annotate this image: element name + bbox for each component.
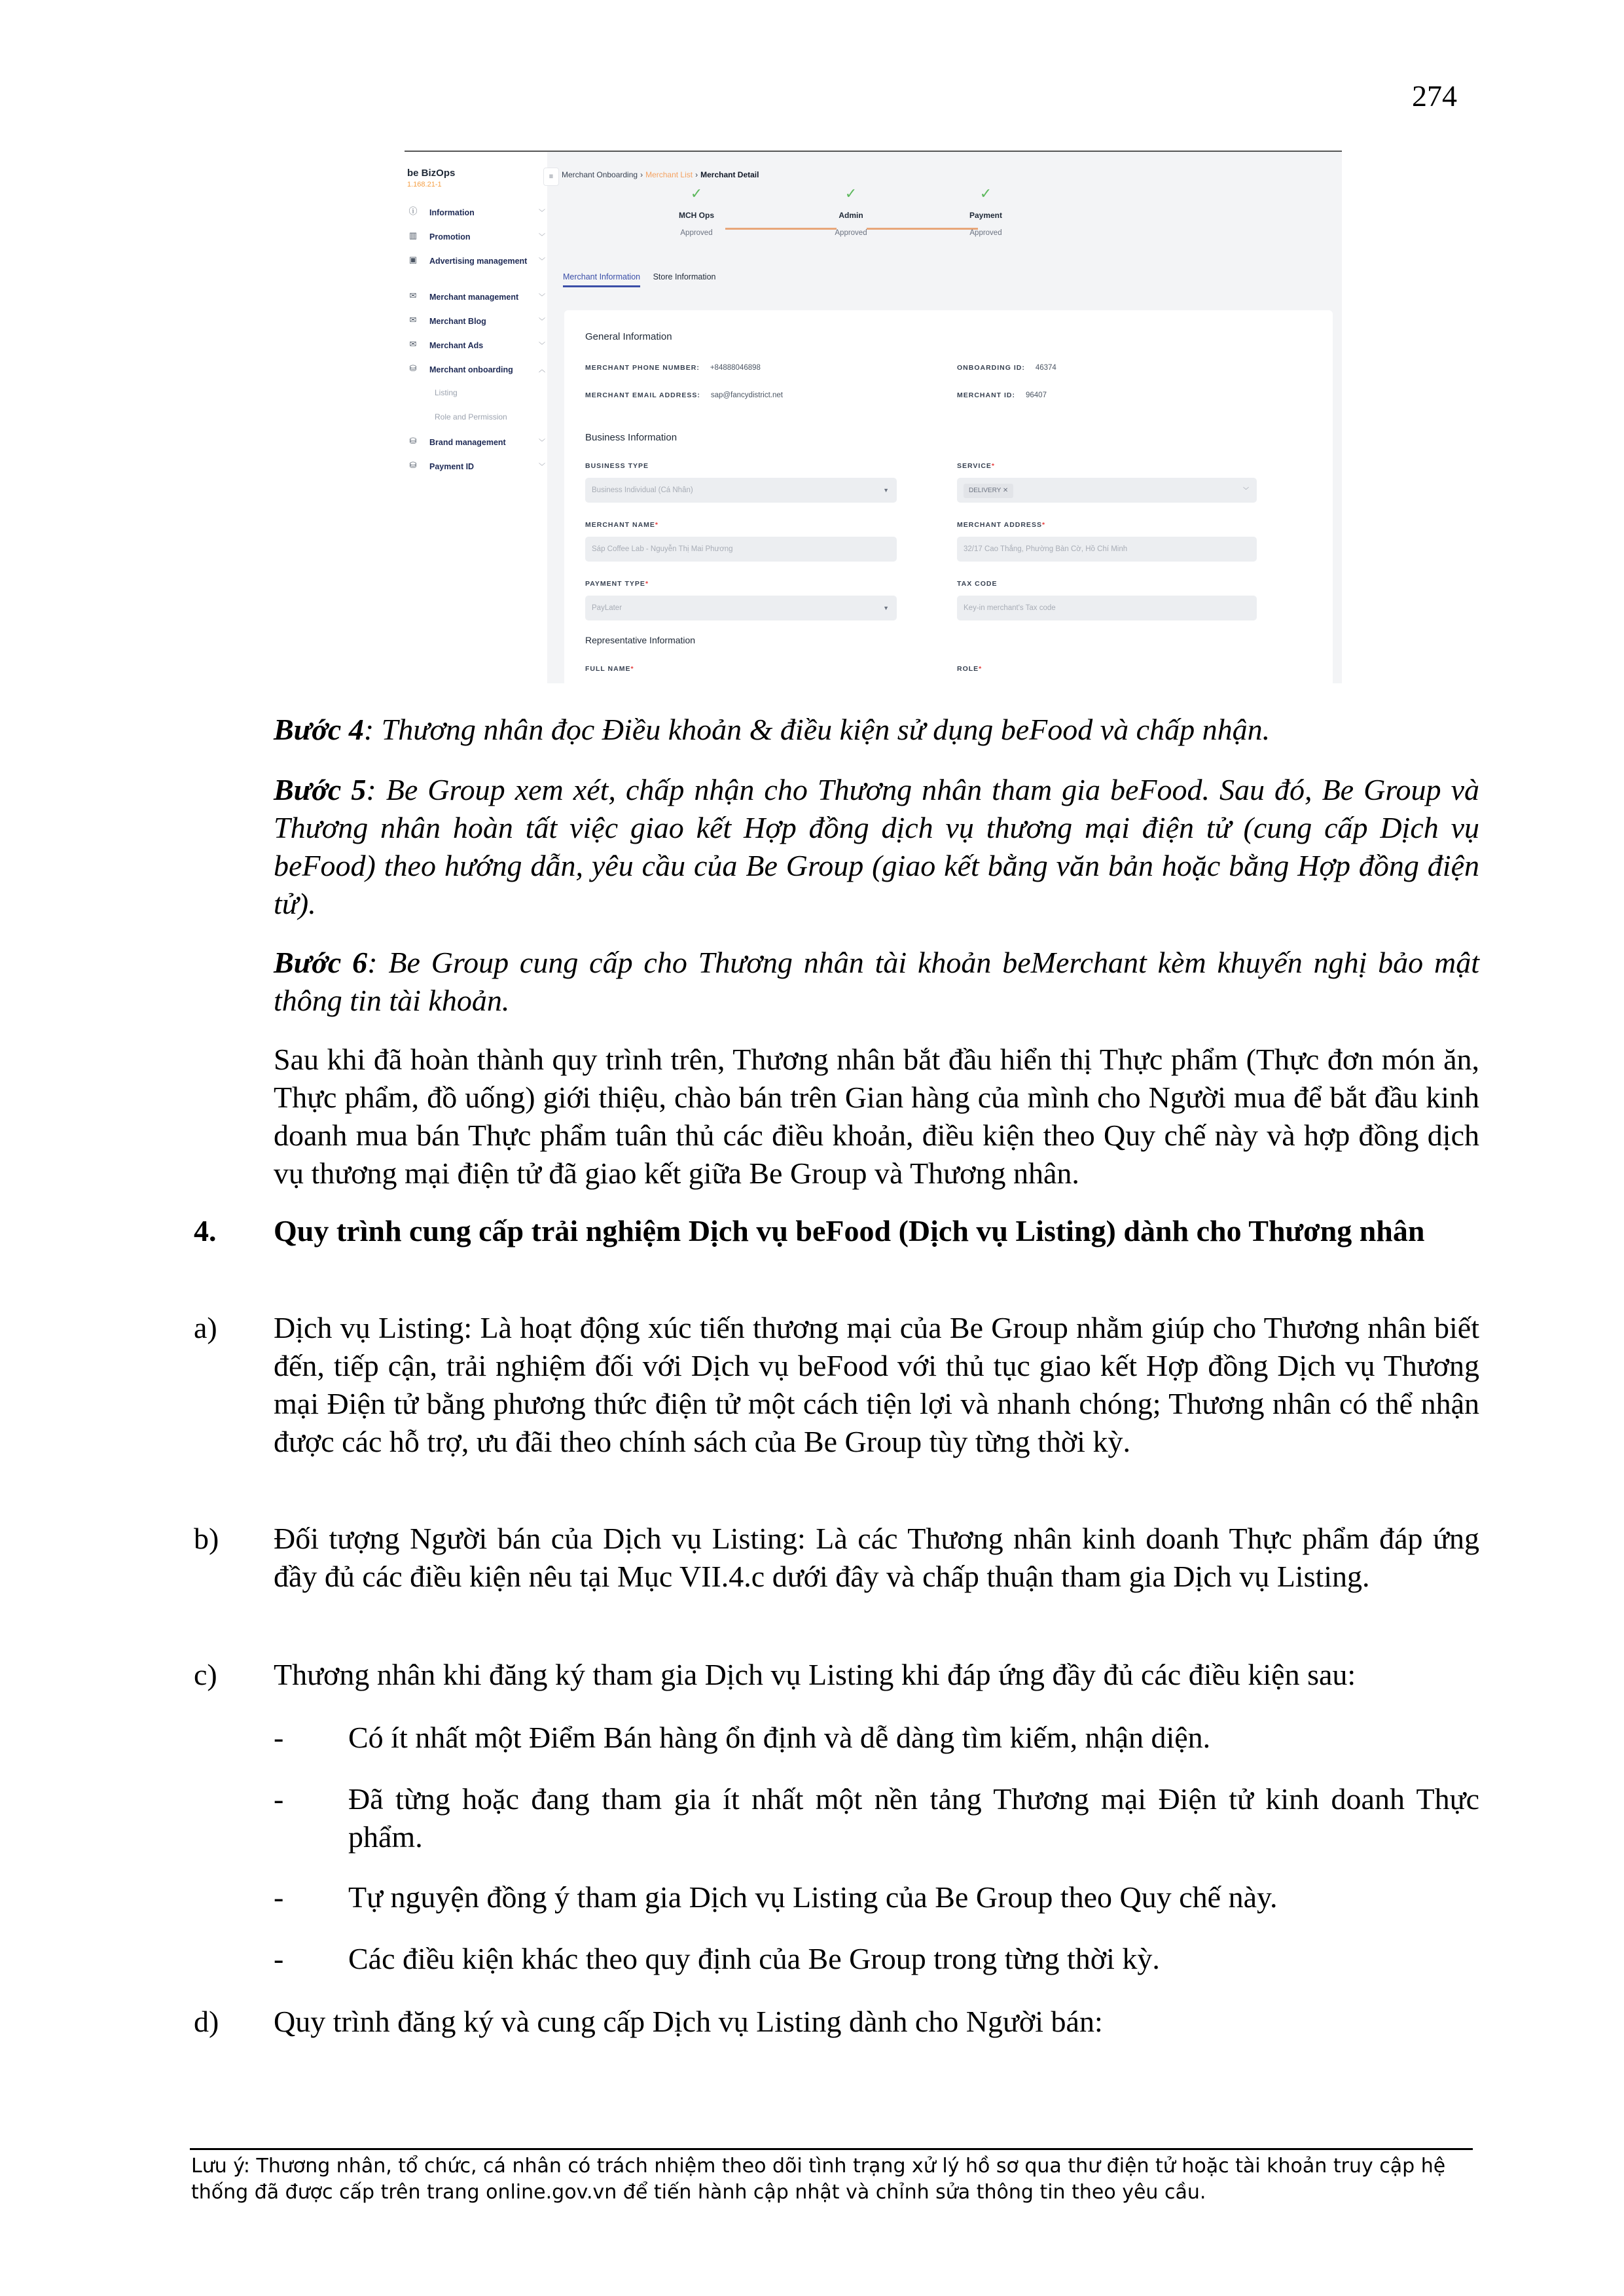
step-6-paragraph [274,944,1479,1020]
sidebar-item-label: Merchant management [429,293,519,302]
item-a-text: Dịch vụ Listing: Là hoạt động xúc tiến thương mại của Be Group nhằm giúp cho Thương nhân biết đến, tiếp cận, trải nghiệm đối với Dịch vụ beFood với thủ tục giao kết Hợp đồng Dịch vụ Thương mại Điện tử bằng phương thức điện tử một cách tiện lợi và nhanh chóng; Thương nhân có thể nhận được các hỗ trợ, ưu đãi theo chính sách của Be Group tùy từng thời kỳ. [274,1311,1479,1458]
step-mch-ops [657,186,736,237]
approval-stepper [559,186,1342,258]
sidebar-item-brand-management[interactable] [405,435,547,459]
item-a-marker: a) [194,1311,217,1344]
step-6-text: : Be Group cung cấp cho Thương nhân tài khoản beMerchant kèm khuyến nghị bảo mật thông tin tài khoản. [274,946,1480,1017]
step-title: MCH Ops [679,211,714,220]
database-icon: ⛁ [409,460,417,470]
merchant-info-card [564,310,1333,683]
section-title-representative: Representative Information [585,635,696,645]
page-number: 274 [1412,79,1457,113]
step-6-lead: Bước 6 [274,946,368,979]
step-payment [947,186,1025,237]
item-c-marker: c) [194,1658,217,1691]
chevron-down-icon: ﹀ [539,234,545,241]
chevron-down-icon: ﹀ [539,318,545,325]
business-type-label: BUSINESS TYPE [585,462,649,470]
tax-code-label: TAX CODE [957,580,998,588]
bullet-marker: - [274,1721,284,1754]
database-icon: ⛁ [409,363,417,373]
sidebar-item-merchant-onboarding[interactable] [405,363,547,387]
merchant-address-label-text: MERCHANT ADDRESS [957,521,1042,529]
chevron-down-icon: ﹀ [539,209,545,217]
chevron-down-icon: ﹀ [539,439,545,446]
check-icon: ✓ [844,185,857,202]
sidebar-item-advertising-management[interactable] [405,254,547,290]
merchant-email-label: MERCHANT EMAIL ADDRESS: [585,391,700,399]
heading-number: 4. [194,1214,217,1247]
section-heading: Quy trình cung cấp trải nghiệm Dịch vụ beFood (Dịch vụ Listing) dành cho Thương nhân [274,1214,1425,1247]
merchant-email [585,391,783,399]
merchant-id [957,391,1047,399]
step-status: Approved [680,229,713,237]
chevron-down-icon: ﹀ [1242,487,1249,493]
step-status: Approved [835,229,867,237]
gift-icon: ▥ [408,230,418,240]
role-label-text: ROLE [957,665,979,673]
database-icon: ⛁ [409,436,417,446]
required-marker: * [991,462,996,470]
item-d-text: Quy trình đăng ký và cung cấp Dịch vụ Listing dành cho Người bán: [274,2005,1103,2038]
business-type-value: Business Individual (Cá Nhân) [592,486,693,494]
payment-type-select[interactable] [585,596,897,620]
after-process-paragraph: Sau khi đã hoàn thành quy trình trên, Thương nhân bắt đầu hiển thị Thực phẩm (Thực đơn món ăn, Thực phẩm, đồ uống) giới thiệu, chào bán trên Gian hàng của mình cho Người mua để bắt đầu kinh doanh mua bán Thực phẩm tuân thủ các điều khoản, điều kiện theo Quy chế này và hợp đồng dịch vụ thương mại điện tử đã giao kết giữa Be Group và Thương nhân. [274,1043,1479,1190]
merchant-id-value: 96407 [1026,391,1047,399]
service-tag-label: DELIVERY [969,487,1001,494]
menu-collapse-icon: ≡ [549,173,554,181]
footer-note: Lưu ý: Thương nhân, tổ chức, cá nhân có trách nhiệm theo dõi tình trạng xử lý hồ sơ qua thư điện tử hoặc tài khoản truy cập hệ thống đã được cấp trên trang online.gov.vn để tiến hành cập nhật và chỉnh sửa thông tin theo yêu cầu. [191,2155,1446,2204]
sidebar-item-promotion[interactable] [405,230,547,254]
onboarding-id-value: 46374 [1035,364,1056,372]
sidebar-nav [405,206,547,484]
full-name-label [585,665,634,673]
merchant-email-value: sap@fancydistrict.net [710,391,783,399]
required-marker: * [630,665,634,673]
sidebar-item-label: Merchant onboarding [429,365,513,374]
caret-down-icon: ▼ [883,605,889,611]
bullet-marker: - [274,1782,284,1816]
sidebar-item-label: Payment ID [429,462,475,471]
check-icon: ✓ [979,185,992,202]
remove-tag-icon[interactable]: ✕ [1002,487,1009,494]
chevron-down-icon: ﹀ [539,294,545,301]
detail-tabs [563,272,726,287]
service-label-text: SERVICE [957,462,992,470]
tax-code-input[interactable]: Key-in merchant's Tax code [957,596,1257,620]
required-marker: * [979,665,983,673]
onboarding-id [957,364,1056,372]
sidebar-item-information[interactable] [405,206,547,230]
ad-icon: ▣ [408,255,418,264]
merchant-address-input[interactable]: 32/17 Cao Thắng, Phường Bàn Cờ, Hồ Chí Minh [957,537,1257,562]
sidebar [405,152,547,683]
step-4-lead: Bước 4 [274,713,364,746]
breadcrumb-separator-icon: › [695,170,698,179]
bullet-item: Các điều kiện khác theo quy định của Be Group trong từng thời kỳ. [348,1942,1160,1975]
sidebar-subitem-listing[interactable]: Listing [435,388,458,397]
chevron-down-icon: ﹀ [539,342,545,350]
service-label [957,462,995,470]
service-tag [964,484,1013,498]
sidebar-item-merchant-management[interactable] [405,290,547,314]
chevron-down-icon: ﹀ [539,463,545,471]
info-circle-icon: ⓘ [408,206,418,216]
step-4-paragraph [274,711,1479,749]
item-c-text: Thương nhân khi đăng ký tham gia Dịch vụ Listing khi đáp ứng đầy đủ các điều kiện sau: [274,1658,1356,1691]
onboarding-id-label: ONBOARDING ID: [957,364,1025,372]
section-title-general: General Information [585,331,672,342]
merchant-name-input[interactable]: Sáp Coffee Lab - Nguyễn Thị Mai Phương [585,537,897,562]
chevron-up-icon: ︿ [539,367,545,374]
sidebar-subitem-role-permission[interactable]: Role and Permission [435,412,507,422]
breadcrumb [562,170,759,179]
store-icon: ✉ [409,315,417,325]
service-select[interactable] [957,478,1257,503]
app-version: 1.168.21-1 [407,181,442,188]
payment-type-label [585,580,649,588]
bullet-marker: - [274,1880,284,1914]
item-b-text: Đối tượng Người bán của Dịch vụ Listing: Là các Thương nhân kinh doanh Thực phẩm đáp ứng đầy đủ các điều kiện nêu tại Mục VII.4.c dưới đây và chấp thuận tham gia Dịch vụ Listing. [274,1522,1479,1593]
breadcrumb-merchant-onboarding[interactable]: Merchant Onboarding [562,170,638,179]
required-marker: * [1041,521,1046,529]
embedded-screenshot [405,151,1342,683]
bullet-item: Có ít nhất một Điểm Bán hàng ổn định và dễ dàng tìm kiếm, nhận diện. [348,1721,1211,1754]
business-type-select[interactable] [585,478,897,503]
step-admin [812,186,890,237]
role-label [957,665,982,673]
brand-name: be BizOps [407,168,456,179]
step-5-lead: Bước 5 [274,773,367,806]
breadcrumb-merchant-detail: Merchant Detail [700,170,759,179]
full-name-label-text: FULL NAME [585,665,631,673]
merchant-address-label [957,521,1045,529]
sidebar-item-label: Advertising management [429,257,528,266]
payment-type-value: PayLater [592,604,623,612]
bullet-item: Đã từng hoặc đang tham gia ít nhất một nền tảng Thương mại Điện tử kinh doanh Thực phẩm. [348,1782,1479,1854]
footer-divider [190,2148,1473,2150]
breadcrumb-merchant-list[interactable]: Merchant List [645,170,693,179]
store-icon: ✉ [409,339,417,349]
step-status: Approved [969,229,1002,237]
sidebar-item-payment-id[interactable] [405,459,547,484]
step-title: Admin [839,211,863,220]
chevron-down-icon: ﹀ [539,258,545,265]
section-title-business: Business Information [585,432,677,443]
tab-merchant-information[interactable]: Merchant Information [563,272,640,287]
required-marker: * [645,580,649,588]
merchant-id-label: MERCHANT ID: [957,391,1015,399]
bullet-item: Tự nguyện đồng ý tham gia Dịch vụ Listing của Be Group theo Quy chế này. [348,1880,1278,1914]
sidebar-item-label: Promotion [429,232,471,242]
sidebar-item-merchant-ads[interactable] [405,338,547,363]
collapse-sidebar-button[interactable] [543,168,559,186]
required-marker: * [655,521,659,529]
payment-type-label-text: PAYMENT TYPE [585,580,645,588]
bullet-marker: - [274,1942,284,1975]
sidebar-item-label: Brand management [429,438,506,447]
merchant-phone [585,364,761,372]
step-title: Payment [969,211,1003,220]
sidebar-item-label: Merchant Blog [429,317,486,326]
merchant-phone-value: +84888046898 [710,364,761,372]
sidebar-item-label: Information [429,208,475,217]
merchant-phone-label: MERCHANT PHONE NUMBER: [585,364,700,372]
caret-down-icon: ▼ [883,487,889,493]
item-b-marker: b) [194,1522,219,1555]
step-5-paragraph [274,771,1479,923]
main-content [559,152,1342,683]
check-icon: ✓ [690,185,703,202]
store-icon: ✉ [409,291,417,300]
merchant-name-label [585,521,659,529]
sidebar-item-merchant-blog[interactable] [405,314,547,338]
sidebar-item-label: Merchant Ads [429,341,484,350]
breadcrumb-separator-icon: › [640,170,643,179]
item-d-marker: d) [194,2005,219,2038]
merchant-name-label-text: MERCHANT NAME [585,521,655,529]
tab-store-information[interactable]: Store Information [653,272,716,281]
step-4-text: : Thương nhân đọc Điều khoản & điều kiện sử dụng beFood và chấp nhận. [363,713,1271,746]
step-5-text: : Be Group xem xét, chấp nhận cho Thương nhân tham gia beFood. Sau đó, Be Group và Thương nhân hoàn tất việc giao kết Hợp đồng dịch vụ thương mại điện tử (cung cấp Dịch vụ beFood) theo hướng dẫn, yêu cầu của Be Group (giao kết bằng văn bản hoặc bằng Hợp đồng điện tử). [274,773,1479,920]
